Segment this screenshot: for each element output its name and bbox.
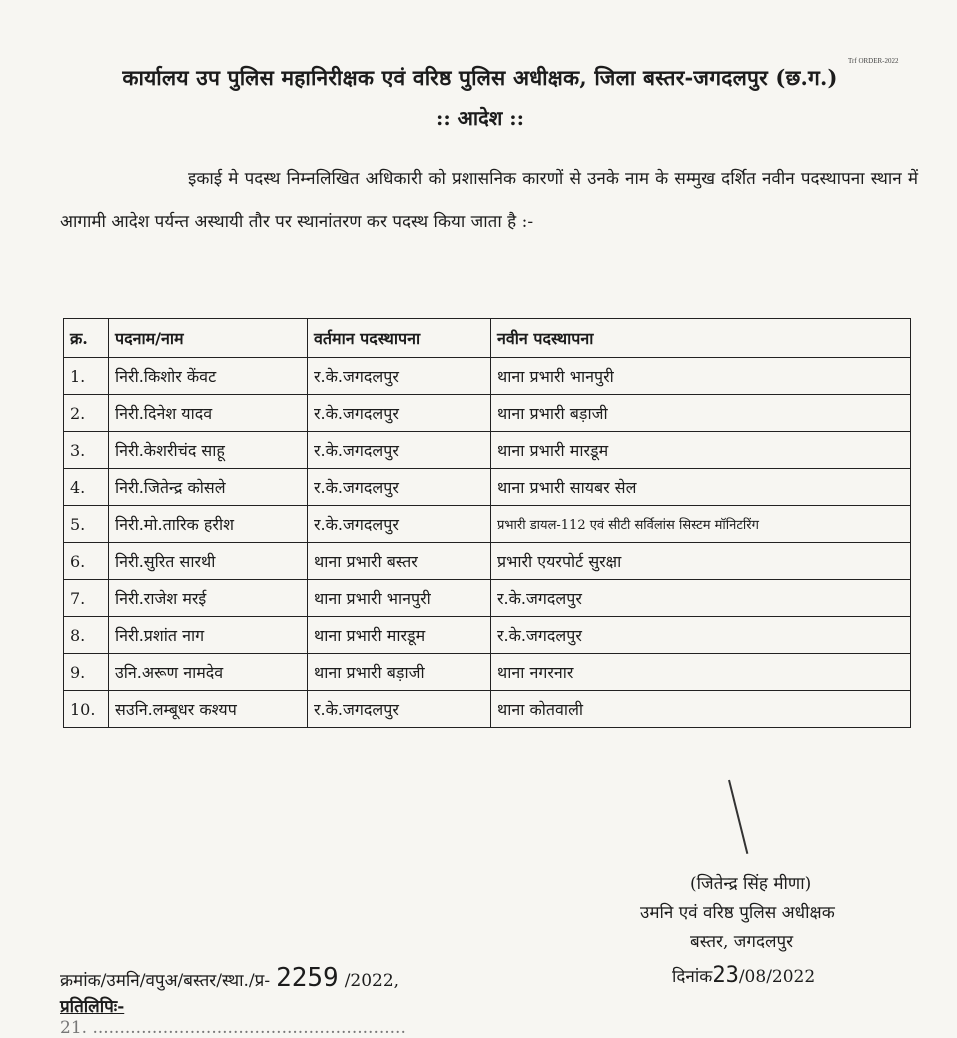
serial-cell: 1. [64,358,109,395]
table-row [64,506,911,543]
name-cell: उनि.अरूण नामदेव [109,654,308,691]
serial-cell: 7. [64,580,109,617]
name-cell: निरी.सुरित सारथी [109,543,308,580]
office-heading: कार्यालय उप पुलिस महानिरीक्षक एवं वरिष्ठ पुलिस अधीक्षक, जिला बस्तर-जगदलपुर (छ.ग.) [122,65,838,90]
name-cell: निरी.जितेन्द्र कोसले [109,469,308,506]
serial-cell: 10. [64,691,109,728]
serial-cell: 5. [64,506,109,543]
table-row [64,691,911,728]
signature-mark [728,780,748,854]
current-posting-cell: र.के.जगदलपुर [308,469,491,506]
serial-cell: 8. [64,617,109,654]
signatory-designation: उमनि एवं वरिष्ठ पुलिस अधीक्षक [640,903,835,923]
reference-suffix: /2022, [344,971,400,991]
current-posting-cell: थाना प्रभारी भानपुरी [308,580,491,617]
current-posting-cell: र.के.जगदलपुर [308,358,491,395]
order-title: :: आदेश :: [435,106,525,130]
name-cell: निरी.प्रशांत नाग [109,617,308,654]
signatory-name: (जितेन्द्र सिंह मीणा) [690,874,812,894]
name-cell: सउनि.लम्बूधर कश्यप [109,691,308,728]
header-serial: क्र. [64,319,109,358]
current-posting-cell: र.के.जगदलपुर [308,691,491,728]
current-posting-cell: थाना प्रभारी बस्तर [308,543,491,580]
new-posting-cell: थाना प्रभारी मारडूम [491,432,911,469]
table-row [64,469,911,506]
new-posting-cell: र.के.जगदलपुर [491,617,911,654]
serial-cell: 9. [64,654,109,691]
date-rest: /08/2022 [738,967,816,987]
name-cell: निरी.केशरीचंद साहू [109,432,308,469]
header-current-posting: वर्तमान पदस्थापना [308,319,491,358]
reference-prefix: क्रमांक/उमनि/वपुअ/बस्तर/स्था./प्र- [60,971,271,991]
name-cell: निरी.किशोर केंवट [109,358,308,395]
serial-cell: 4. [64,469,109,506]
transfer-table [63,318,911,728]
name-cell: निरी.राजेश मरई [109,580,308,617]
copy-label: प्रतिलिपिः- [60,997,125,1017]
current-posting-cell: र.के.जगदलपुर [308,432,491,469]
reference-handwritten-number: 2259 [276,963,339,993]
table-row [64,617,911,654]
new-posting-cell: थाना कोतवाली [491,691,911,728]
table-row [64,543,911,580]
document-tag: Trf ORDER-2022 [848,57,899,65]
table-row [64,654,911,691]
serial-cell: 3. [64,432,109,469]
order-paragraph: इकाई मे पदस्थ निम्नलिखित अधिकारी को प्रशासनिक कारणों से उनके नाम के सम्मुख दर्शित नवीन पदस्थापना स्थान में आगामी आदेश पर्यन्त अस्थायी तौर पर स्थानांतरण कर पदस्थ किया जाता है :- [60,169,918,232]
current-posting-cell: र.के.जगदलपुर [308,506,491,543]
current-posting-cell: थाना प्रभारी बड़ाजी [308,654,491,691]
new-posting-cell: थाना नगरनार [491,654,911,691]
new-posting-cell: थाना प्रभारी बड़ाजी [491,395,911,432]
table-row [64,432,911,469]
date-label: दिनांक [672,967,713,987]
new-posting-cell: थाना प्रभारी भानपुरी [491,358,911,395]
new-posting-cell: थाना प्रभारी सायबर सेल [491,469,911,506]
serial-cell: 6. [64,543,109,580]
date-handwritten: 23 [712,963,739,988]
table-row [64,395,911,432]
table-row [64,358,911,395]
header-name: पदनाम/नाम [109,319,308,358]
header-new-posting: नवीन पदस्थापना [491,319,911,358]
serial-cell: 2. [64,395,109,432]
order-date [672,963,815,988]
table-header-row [64,319,911,358]
reference-number [60,963,399,993]
current-posting-cell: र.के.जगदलपुर [308,395,491,432]
signatory-location: बस्तर, जगदलपुर [690,932,794,952]
name-cell: निरी.मो.तारिक हरीश [109,506,308,543]
new-posting-cell: प्रभारी डायल-112 एवं सीटी सर्विलांस सिस्टम मॉनिटरिंग [491,506,911,543]
cut-off-line: 21. .......................................................... [60,1018,406,1038]
name-cell: निरी.दिनेश यादव [109,395,308,432]
current-posting-cell: थाना प्रभारी मारडूम [308,617,491,654]
new-posting-cell: र.के.जगदलपुर [491,580,911,617]
new-posting-cell: प्रभारी एयरपोर्ट सुरक्षा [491,543,911,580]
table-row [64,580,911,617]
